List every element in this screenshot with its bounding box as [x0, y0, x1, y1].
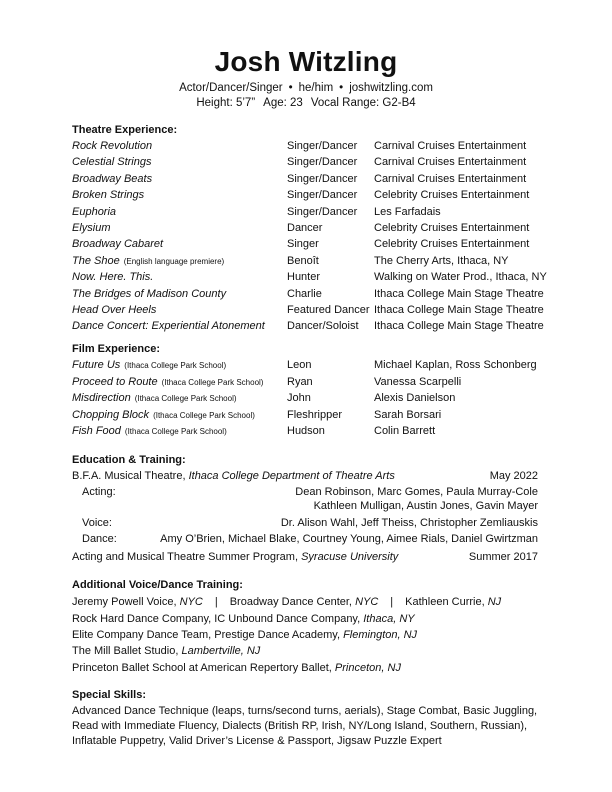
- show-title-text: Broadway Cabaret: [72, 238, 164, 251]
- role-text: Actor/Dancer/Singer: [179, 82, 283, 94]
- training-location: NYC: [179, 596, 203, 608]
- company-name: Ithaca College Main Stage Theatre: [374, 287, 544, 300]
- company-name: Vanessa Scarpelli: [374, 375, 462, 388]
- bullet-separator: •: [339, 82, 344, 94]
- show-title-text: Misdirection: [72, 392, 131, 404]
- additional-training-line-1: [72, 596, 501, 608]
- role-name: Singer/Dancer: [287, 189, 358, 202]
- theatre-credit-row: [72, 320, 542, 336]
- theatre-credit-row: [72, 288, 542, 304]
- theatre-credit-row: [72, 271, 547, 287]
- show-title-text: Broadway Beats: [72, 172, 153, 185]
- show-note: (Ithaca College Park School): [124, 361, 227, 370]
- film-section-title: Film Experience:: [72, 343, 161, 355]
- theatre-credit-row: [72, 156, 542, 172]
- theatre-credit-row: [72, 189, 542, 205]
- training-studio: Elite Company Dance Team, Prestige Dance Academy,: [72, 629, 341, 641]
- training-location: Lambertville, NJ: [181, 645, 261, 657]
- degree-line: [72, 470, 538, 482]
- theatre-credit-row: [72, 222, 542, 238]
- company-name: Ithaca College Main Stage Theatre: [374, 320, 544, 333]
- film-credit-row: [72, 425, 542, 441]
- special-skills-text: Advanced Dance Technique (leaps, turns/second turns, aerials), Stage Combat, Basic Juggling, Read with Immediate Fluency, Dialects (British RP, Irish, NY/Long Island, Southern, Russian), Inflatable Puppetry, Valid Driver’s License & Passport, Jigsaw Puzzle Expert: [72, 705, 538, 747]
- show-note: (Ithaca College Park School): [153, 410, 255, 420]
- dance-teachers: Amy O’Brien, Michael Blake, Courtney Young, Aimee Rials, Daniel Gwirtzman: [160, 533, 538, 545]
- role-name: Ryan: [287, 375, 313, 388]
- film-credit-row: [72, 359, 542, 375]
- voice-label: Voice:: [82, 517, 112, 529]
- role-name: Fleshripper: [287, 408, 343, 421]
- show-title: [72, 271, 153, 283]
- role-name: Featured Dancer: [287, 304, 370, 316]
- show-title-text: The Shoe: [72, 254, 120, 267]
- role-name: Hunter: [287, 271, 321, 284]
- show-title: [72, 255, 224, 267]
- training-location: NJ: [487, 596, 502, 608]
- show-title-text: Head Over Heels: [72, 304, 157, 316]
- role-name: Singer/Dancer: [287, 156, 358, 169]
- show-title: [72, 156, 151, 168]
- role-name: Singer: [287, 238, 319, 251]
- show-title: [72, 392, 237, 404]
- show-title: [72, 140, 152, 152]
- show-title: [72, 359, 226, 371]
- company-name: Carnival Cruises Entertainment: [374, 172, 527, 185]
- role-name: Singer/Dancer: [287, 140, 358, 152]
- training-studio: Princeton Ballet School at American Repertory Ballet,: [72, 662, 332, 674]
- theatre-credit-row: [72, 140, 542, 156]
- show-title: [72, 238, 163, 250]
- training-studio: Broadway Dance Center,: [229, 596, 352, 608]
- role-name: Singer/Dancer: [287, 172, 358, 185]
- show-title: [72, 189, 144, 201]
- training-studio: Jeremy Powell Voice,: [72, 596, 177, 608]
- theatre-credit-row: [72, 255, 542, 271]
- show-title-text: Fish Food: [72, 425, 121, 437]
- show-title: [72, 206, 116, 218]
- acting-label: Acting:: [82, 486, 116, 498]
- role-name: Benoît: [287, 254, 319, 267]
- company-name: Celebrity Cruises Entertainment: [374, 189, 530, 202]
- bullet-separator: •: [288, 82, 293, 94]
- theatre-credit-row: [72, 238, 542, 254]
- training-studio: Rock Hard Dance Company, IC Unbound Dance Company,: [72, 613, 361, 625]
- pipe-separator: |: [390, 596, 394, 608]
- show-title: [72, 288, 226, 300]
- theatre-credit-row: [72, 173, 542, 189]
- company-name: Celebrity Cruises Entertainment: [374, 222, 530, 234]
- summer-school-text: Syracuse University: [301, 551, 399, 563]
- pronouns-text: he/him: [298, 82, 334, 94]
- show-title-text: Chopping Block: [72, 408, 150, 421]
- company-name: Michael Kaplan, Ross Schonberg: [374, 359, 537, 371]
- show-title: [72, 320, 265, 332]
- show-title-text: Elysium: [72, 222, 111, 234]
- theatre-section-title: Theatre Experience:: [72, 124, 178, 136]
- degree-date: May 2022: [489, 470, 538, 482]
- website-link[interactable]: joshwitzling.com: [349, 82, 433, 94]
- show-title: [72, 304, 156, 316]
- summer-date: Summer 2017: [468, 551, 538, 563]
- voice-teachers: Dr. Alison Wahl, Jeff Theiss, Christopher Zemliauskis: [280, 517, 538, 529]
- role-name: Dancer/Soloist: [287, 320, 359, 333]
- special-skills-title: Special Skills:: [72, 689, 146, 701]
- company-name: The Cherry Arts, Ithaca, NY: [374, 254, 509, 267]
- company-name: Colin Barrett: [374, 425, 436, 437]
- company-name: Carnival Cruises Entertainment: [374, 140, 527, 152]
- show-note: (Ithaca College Park School): [161, 377, 264, 387]
- show-note: (English language premiere): [123, 256, 225, 266]
- company-name: Les Farfadais: [374, 205, 441, 218]
- training-studio: Kathleen Currie,: [405, 596, 485, 608]
- acting-teachers-line2: Kathleen Mulligan, Austin Jones, Gavin Mayer: [313, 500, 538, 512]
- theatre-credit-row: [72, 206, 542, 222]
- company-name: Sarah Borsari: [374, 408, 442, 421]
- vocal-range-text: Vocal Range: G2-B4: [310, 97, 416, 109]
- film-credit-row: [72, 409, 542, 425]
- summer-program-line: [72, 551, 538, 563]
- additional-training-title: Additional Voice/Dance Training:: [72, 579, 243, 591]
- theatre-credit-row: [72, 304, 542, 320]
- company-name: Walking on Water Prod., Ithaca, NY: [374, 271, 547, 284]
- role-name: Leon: [287, 359, 312, 371]
- show-title: [72, 222, 111, 234]
- show-title: [72, 173, 152, 185]
- degree-text: B.F.A. Musical Theatre,: [72, 470, 186, 482]
- dance-label: Dance:: [82, 533, 117, 545]
- role-name: John: [287, 392, 311, 404]
- film-credit-row: [72, 392, 542, 408]
- role-name: Dancer: [287, 222, 323, 234]
- show-title-text: Broken Strings: [72, 189, 145, 202]
- training-location: Princeton, NJ: [334, 662, 401, 674]
- performer-name: Josh Witzling: [214, 46, 398, 77]
- role-name: Singer/Dancer: [287, 205, 358, 218]
- show-title-text: Dance Concert: Experiential Atonement: [72, 320, 265, 333]
- summer-program-text: Acting and Musical Theatre Summer Program,: [72, 551, 298, 563]
- company-name: Carnival Cruises Entertainment: [374, 156, 527, 169]
- show-title-text: Celestial Strings: [72, 156, 152, 169]
- show-title-text: Euphoria: [72, 205, 117, 218]
- show-title: [72, 409, 255, 421]
- training-studio: The Mill Ballet Studio,: [72, 645, 179, 657]
- training-location: Flemington, NJ: [343, 629, 418, 641]
- show-title: [72, 425, 227, 437]
- school-text: Ithaca College Department of Theatre Arts: [188, 470, 395, 482]
- company-name: Alexis Danielson: [374, 392, 456, 404]
- show-title-text: Rock Revolution: [72, 140, 153, 152]
- training-location: NYC: [355, 596, 379, 608]
- additional-training-line-2: [72, 613, 415, 625]
- show-title-text: Now. Here. This.: [72, 271, 154, 284]
- show-note: (Ithaca College Park School): [134, 394, 237, 403]
- contact-line: [0, 82, 612, 94]
- show-title-text: Proceed to Route: [72, 375, 158, 388]
- age-text: Age: 23: [263, 97, 303, 109]
- film-credit-row: [72, 376, 542, 392]
- company-name: Celebrity Cruises Entertainment: [374, 238, 530, 251]
- additional-training-line-5: [72, 662, 401, 674]
- show-title: [72, 376, 263, 388]
- training-location: Ithaca, NY: [363, 613, 415, 625]
- show-note: (Ithaca College Park School): [124, 427, 227, 436]
- role-name: Hudson: [287, 425, 325, 437]
- education-section-title: Education & Training:: [72, 454, 186, 466]
- pipe-separator: |: [214, 596, 218, 608]
- height-text: Height: 5’7”: [196, 97, 256, 109]
- show-title-text: Future Us: [72, 359, 121, 371]
- company-name: Ithaca College Main Stage Theatre: [374, 304, 544, 316]
- additional-training-line-4: [72, 645, 260, 657]
- stats-line: [0, 97, 612, 109]
- role-name: Charlie: [287, 287, 322, 300]
- additional-training-line-3: [72, 629, 417, 641]
- acting-teachers-line1: Dean Robinson, Marc Gomes, Paula Murray-Cole: [295, 486, 538, 498]
- show-title-text: The Bridges of Madison County: [72, 287, 227, 300]
